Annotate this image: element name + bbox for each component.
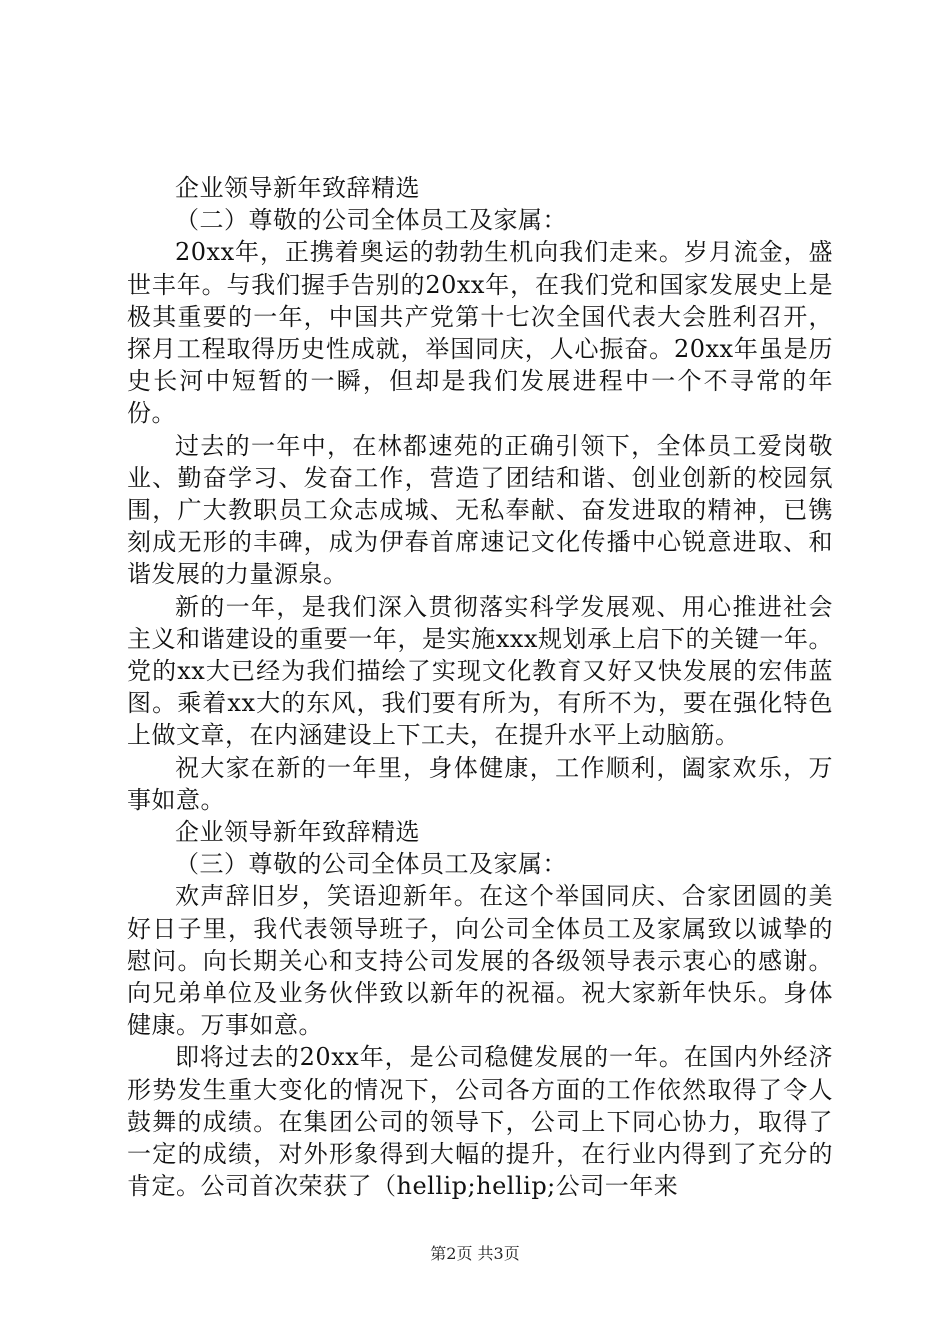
body-paragraph: 即将过去的20xx年，是公司稳健发展的一年。在国内外经济形势发生重大变化的情况下，公司各方面的工作依然取得了令人鼓舞的成绩。在集团公司的领导下，公司上下同心协力，取得了一定的成绩，对外形象得到大幅的提升，在行业内得到了充分的肯定。公司首次荣获了（hellip;hellip;公司一年来 [127, 1043, 833, 1201]
body-paragraph: 欢声辞旧岁，笑语迎新年。在这个举国同庆、合家团圆的美好日子里，我代表领导班子，向公司全体员工及家属致以诚挚的慰问。向长期关心和支持公司发展的各级领导表示衷心的感谢。向兄弟单位及业务伙伴致以新年的祝福。祝大家新年快乐。身体健康。万事如意。 [127, 882, 833, 1040]
salutation: （二）尊敬的公司全体员工及家属： [175, 206, 567, 235]
body-paragraph: 过去的一年中，在林都速苑的正确引领下，全体员工爱岗敬业、勤奋学习、发奋工作，营造了团结和谐、创业创新的校园氛围，广大教职员工众志成城、无私奉献、奋发进取的精神，已镌刻成无形的丰碑，成为伊春首席速记文化传播中心锐意进取、和谐发展的力量源泉。 [127, 431, 833, 589]
section-heading: 企业领导新年致辞精选 [175, 818, 420, 847]
body-paragraph: 20xx年，正携着奥运的勃勃生机向我们走来。岁月流金，盛世丰年。与我们握手告别的20xx年，在我们党和国家发展史上是极其重要的一年，中国共产党第十七次全国代表大会胜利召开，探月工程取得历史性成就，举国同庆，人心振奋。20xx年虽是历史长河中短暂的一瞬，但却是我们发展进程中一个不寻常的年份。 [127, 238, 833, 428]
body-paragraph: 新的一年，是我们深入贯彻落实科学发展观、用心推进社会主义和谐建设的重要一年，是实施xxx规划承上启下的关键一年。党的xx大已经为我们描绘了实现文化教育又好又快发展的宏伟蓝图。乘着xx大的东风，我们要有所为，有所不为，要在强化特色上做文章，在内涵建设上下工夫，在提升水平上动脑筋。 [127, 592, 833, 750]
section-heading: 企业领导新年致辞精选 [175, 174, 420, 202]
salutation: （三）尊敬的公司全体员工及家属： [175, 850, 567, 879]
body-paragraph: 祝大家在新的一年里，身体健康，工作顺利，阖家欢乐，万事如意。 [127, 753, 833, 814]
document-body [127, 172, 833, 1203]
page-number-footer: 第2页 共3页 [430, 1244, 520, 1263]
